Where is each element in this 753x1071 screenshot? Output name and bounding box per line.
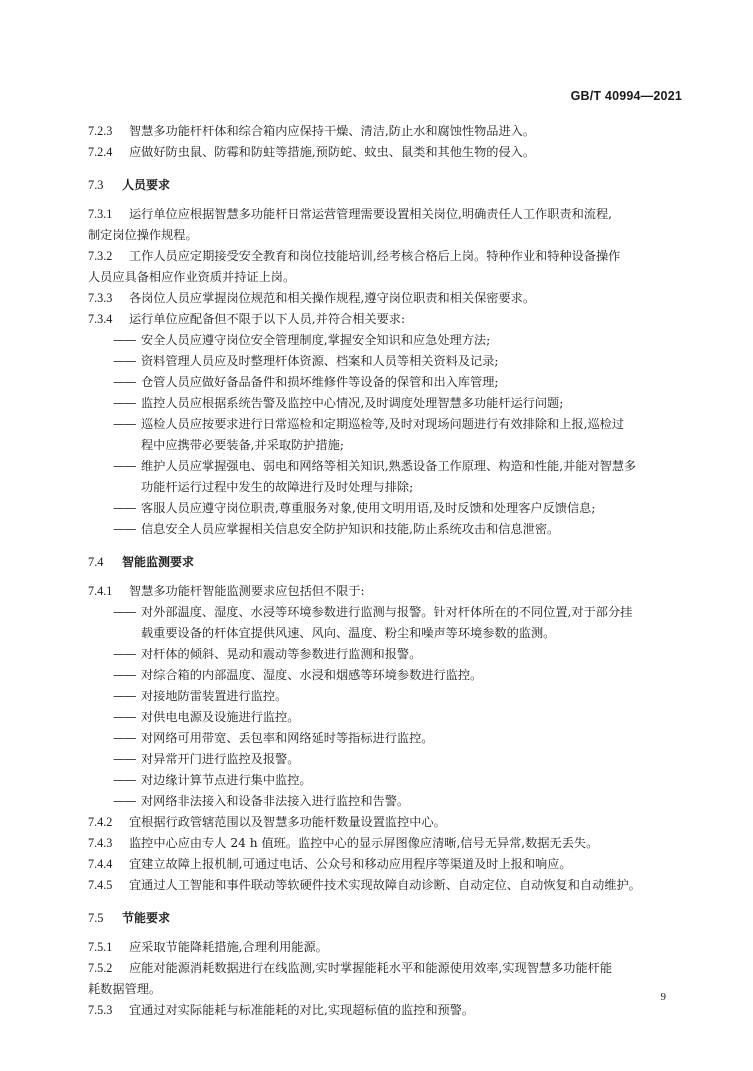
list-dash: —— <box>113 501 136 515</box>
standard-code-header: GB/T 40994—2021 <box>570 89 682 103</box>
clause-text: 各岗位人员应掌握岗位规范和相关操作规程,遵守岗位职责和相关保密要求。 <box>129 291 536 305</box>
clause-text: 耗数据管理。 <box>88 982 162 996</box>
list-dash: —— <box>113 689 136 703</box>
page-number: 9 <box>660 991 666 1003</box>
list-item-text: 对外部温度、湿度、水浸等环境参数进行监测与报警。针对杆体所在的不同位置,对于部分挂 <box>141 605 633 619</box>
clause-text: 宜通过对实际能耗与标准能耗的对比,实现超标值的监控和预警。 <box>129 1003 475 1017</box>
clause-number: 7.2.4 <box>88 145 113 159</box>
list-dash: —— <box>113 354 136 368</box>
clause-text: 监控中心应由专人 24 h 值班。监控中心的显示屏图像应清晰,信号无异常,数据无丢失。 <box>129 836 599 850</box>
clause-number: 7.5.2 <box>88 961 113 975</box>
list-dash: —— <box>113 794 136 808</box>
section-heading <box>88 174 682 196</box>
clause-continuation-line <box>88 225 682 246</box>
list-item <box>88 644 682 665</box>
list-item-text: 对杆体的倾斜、晃动和震动等参数进行监测和报警。 <box>141 647 422 661</box>
section-heading <box>88 551 682 573</box>
clause-text: 智慧多功能杆智能监测要求应包括但不限于: <box>129 584 365 598</box>
clause-text: 宜建立故障上报机制,可通过电话、公众号和移动应用程序等渠道及时上报和响应。 <box>129 857 572 871</box>
clause-line <box>88 875 682 896</box>
list-dash: —— <box>113 396 136 410</box>
list-item-text: 资料管理人员应及时整理杆体资源、档案和人员等相关资料及记录; <box>141 354 499 368</box>
clause-line <box>88 309 682 330</box>
list-item <box>88 519 682 540</box>
clause-text: 人员应具备相应作业资质并持证上岗。 <box>88 270 296 284</box>
clause-number: 7.4.4 <box>88 857 113 871</box>
list-dash: —— <box>113 417 136 431</box>
section-title: 智能监测要求 <box>122 555 195 569</box>
section-number: 7.3 <box>88 178 104 192</box>
clause-number: 7.3.2 <box>88 249 113 263</box>
clause-number: 7.4.1 <box>88 584 113 598</box>
clause-number: 7.5.3 <box>88 1003 113 1017</box>
list-dash: —— <box>113 752 136 766</box>
section-number: 7.4 <box>88 555 104 569</box>
clause-number: 7.3.1 <box>88 207 113 221</box>
list-item-continuation <box>88 435 682 456</box>
section-title: 节能要求 <box>122 911 171 925</box>
list-item <box>88 749 682 770</box>
list-item <box>88 707 682 728</box>
clause-text: 运行单位应配备但不限于以下人员,并符合相关要求: <box>129 312 406 326</box>
list-item-continuation <box>88 477 682 498</box>
list-item <box>88 770 682 791</box>
clause-text: 宜通过人工智能和事件联动等软硬件技术实现故障自动诊断、自动定位、自动恢复和自动维护。 <box>129 878 641 892</box>
clause-text: 宜根据行政管辖范围以及智慧多功能杆数量设置监控中心。 <box>129 815 446 829</box>
clause-number: 7.3.4 <box>88 312 113 326</box>
clause-line <box>88 854 682 875</box>
clause-number: 7.5.1 <box>88 940 113 954</box>
list-item <box>88 791 682 812</box>
clause-line <box>88 833 682 854</box>
clause-line <box>88 121 682 142</box>
clause-text: 运行单位应根据智慧多功能杆日常运营管理需要设置相关岗位,明确责任人工作职责和流程, <box>129 207 613 221</box>
list-dash: —— <box>113 773 136 787</box>
clause-line <box>88 204 682 225</box>
list-item-text: 对综合箱的内部温度、湿度、水浸和烟感等环境参数进行监控。 <box>141 668 483 682</box>
section-heading <box>88 907 682 929</box>
clause-text: 制定岗位操作规程。 <box>88 228 198 242</box>
list-item <box>88 330 682 351</box>
document-body <box>88 121 682 1021</box>
list-dash: —— <box>113 375 136 389</box>
clause-number: 7.4.2 <box>88 815 113 829</box>
clause-number: 7.4.5 <box>88 878 113 892</box>
list-item-text: 对供电电源及设施进行监控。 <box>141 710 300 724</box>
list-item-text: 载重要设备的杆体宜提供风速、风向、温度、粉尘和噪声等环境参数的监测。 <box>141 626 556 640</box>
list-item <box>88 414 682 435</box>
list-dash: —— <box>113 710 136 724</box>
list-item-text: 客服人员应遵守岗位职责,尊重服务对象,使用文明用语,及时反馈和处理客户反馈信息; <box>141 501 596 515</box>
list-item <box>88 498 682 519</box>
clause-line <box>88 958 682 979</box>
list-item-text: 对异常开门进行监控及报警。 <box>141 752 300 766</box>
clause-number: 7.2.3 <box>88 124 113 138</box>
list-dash: —— <box>113 333 136 347</box>
list-item <box>88 602 682 623</box>
list-dash: —— <box>113 731 136 745</box>
list-item-text: 对网络可用带宽、丢包率和网络延时等指标进行监控。 <box>141 731 434 745</box>
list-dash: —— <box>113 647 136 661</box>
list-item <box>88 456 682 477</box>
list-item <box>88 665 682 686</box>
clause-text: 应做好防虫鼠、防霉和防蛀等措施,预防蛇、蚊虫、鼠类和其他生物的侵入。 <box>129 145 536 159</box>
clause-continuation-line <box>88 979 682 1000</box>
list-dash: —— <box>113 668 136 682</box>
clause-line <box>88 142 682 163</box>
list-item-text: 巡检人员应按要求进行日常巡检和定期巡检等,及时对现场问题进行有效排除和上报,巡检过 <box>141 417 625 431</box>
section-number: 7.5 <box>88 911 104 925</box>
clause-number: 7.3.3 <box>88 291 113 305</box>
list-item-text: 监控人员应根据系统告警及监控中心情况,及时调度处理智慧多功能杆运行问题; <box>141 396 564 410</box>
clause-text: 智慧多功能杆杆体和综合箱内应保持干燥、清洁,防止水和腐蚀性物品进入。 <box>129 124 536 138</box>
clause-line <box>88 246 682 267</box>
clause-text: 应采取节能降耗措施,合理利用能源。 <box>129 940 328 954</box>
list-item <box>88 372 682 393</box>
list-item-text: 对接地防雷装置进行监控。 <box>141 689 288 703</box>
clause-text: 工作人员应定期接受安全教育和岗位技能培训,经考核合格后上岗。特种作业和特种设备操作 <box>129 249 621 263</box>
list-item-text: 对边缘计算节点进行集中监控。 <box>141 773 312 787</box>
clause-line <box>88 812 682 833</box>
list-dash: —— <box>113 459 136 473</box>
list-item-text: 程中应携带必要装备,并采取防护措施; <box>141 438 344 452</box>
clause-line <box>88 581 682 602</box>
list-dash: —— <box>113 605 136 619</box>
list-item-continuation <box>88 623 682 644</box>
list-item <box>88 393 682 414</box>
clause-line <box>88 1000 682 1021</box>
clause-line <box>88 288 682 309</box>
list-dash: —— <box>113 522 136 536</box>
list-item-text: 仓管人员应做好备品备件和损坏维修件等设备的保管和出入库管理; <box>141 375 499 389</box>
clause-number: 7.4.3 <box>88 836 113 850</box>
list-item-text: 信息安全人员应掌握相关信息安全防护知识和技能,防止系统攻击和信息泄密。 <box>141 522 560 536</box>
clause-text: 应能对能源消耗数据进行在线监测,实时掌握能耗水平和能源使用效率,实现智慧多功能杆能 <box>129 961 613 975</box>
list-item-text: 功能杆运行过程中发生的故障进行及时处理与排除; <box>141 480 414 494</box>
clause-continuation-line <box>88 267 682 288</box>
list-item-text: 对网络非法接入和设备非法接入进行监控和告警。 <box>141 794 410 808</box>
clause-line <box>88 937 682 958</box>
list-item <box>88 728 682 749</box>
list-item <box>88 351 682 372</box>
list-item-text: 安全人员应遵守岗位安全管理制度,掌握安全知识和应急处理方法; <box>141 333 491 347</box>
list-item <box>88 686 682 707</box>
list-item-text: 维护人员应掌握强电、弱电和网络等相关知识,熟悉设备工作原理、构造和性能,并能对智慧多 <box>141 459 637 473</box>
section-title: 人员要求 <box>122 178 171 192</box>
